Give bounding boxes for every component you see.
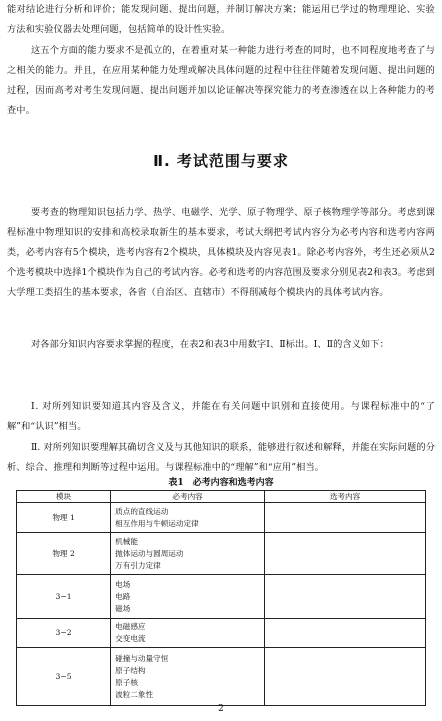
required-item: 电场 <box>115 579 131 589</box>
optional-cell <box>265 503 426 533</box>
table-header-row <box>17 491 426 503</box>
header-module: 模块 <box>17 491 111 503</box>
module-cell: 物理 1 <box>17 503 111 533</box>
header-required: 必考内容 <box>111 491 265 503</box>
module-cell: 3−1 <box>17 575 111 619</box>
required-item: 相互作用与牛顿运动定律 <box>115 518 199 528</box>
paragraph-ability-relations: 这五个方面的能力要求不是孤立的，在着重对某一种能力进行考查的同时，也不同程度地考查了与之相关的能力。并且，在应用某种能力处理或解决具体问题的过程中往往伴随着发现问题、提出问题的过程，因而高考对考生发现问题、提出问题并加以论证解决等探究能力的考查渗透在以上各种能力的考查中。 <box>7 45 435 116</box>
required-item: 波粒二象性 <box>115 689 154 699</box>
required-cell <box>111 503 265 533</box>
content-table <box>16 490 426 706</box>
section-heading: Ⅱ. 考试范围与要求 <box>153 152 289 170</box>
required-item: 电磁感应 <box>115 622 146 631</box>
required-item: 质点的直线运动 <box>115 506 169 516</box>
required-item: 抛体运动与圆周运动 <box>115 548 184 558</box>
table-row <box>17 575 426 619</box>
required-cell <box>111 533 265 575</box>
paragraph-level-one: Ⅰ. 对所列知识要知道其内容及含义，并能在有关问题中识别和直接使用。与课程标准中的“了解”和“认识”相当。 <box>7 401 435 432</box>
page-number: 2 <box>218 704 224 714</box>
required-item: 机械能 <box>115 536 138 546</box>
required-cell <box>111 619 265 648</box>
paragraph-level-two: Ⅱ. 对所列知识要理解其确切含义及与其他知识的联系，能够进行叙述和解释，并能在实际问题的分析、综合、推理和判断等过程中运用。与课程标准中的“理解”和“应用”相当。 <box>7 442 435 473</box>
required-item: 原子结构 <box>115 665 146 675</box>
module-cell: 3−5 <box>17 648 111 706</box>
paragraph-level-intro: 对各部分知识内容要求掌握的程度，在表2和表3中用数字Ⅰ、Ⅱ标出。Ⅰ、Ⅱ的含义如下： <box>31 339 389 350</box>
optional-cell <box>265 619 426 648</box>
table-caption: 表1 必考内容和选考内容 <box>168 478 274 488</box>
required-cell <box>111 575 265 619</box>
required-item: 原子核 <box>115 677 138 687</box>
required-item: 磁场 <box>115 603 131 613</box>
module-cell: 3−2 <box>17 619 111 648</box>
optional-cell <box>265 533 426 575</box>
module-cell: 物理 2 <box>17 533 111 575</box>
optional-cell <box>265 575 426 619</box>
header-optional: 选考内容 <box>265 491 426 503</box>
table-row <box>17 503 426 533</box>
paragraph-exam-scope: 要考查的物理知识包括力学、热学、电磁学、光学、原子物理学、原子核物理学等部分。考虑到课程标准中物理知识的安排和高校录取新生的基本要求，考试大纲把考试内容分为必考内容和选考内容两类，必考内容有5个模块，选考内容有2个模块，具体模块及内容见表1。除必考内容外，考生还必须从2个选考模块中选择1个模块作为自己的考试内容。必考和选考的内容范围及要求分别见表2和表3。考虑到大学理工类招生的基本要求，各省（自治区、直辖市）不得削减每个模块内的具体考试内容。 <box>7 207 435 298</box>
required-item: 电路 <box>115 591 131 601</box>
table-row <box>17 533 426 575</box>
paragraph-ability-conclusion: 能对结论进行分析和评价；能发现问题、提出问题，并制订解决方案；能运用已学过的物理理论、实验方法和实验仪器去处理问题，包括简单的设计性实验。 <box>7 4 435 35</box>
table-row <box>17 648 426 706</box>
required-cell <box>111 648 265 706</box>
optional-cell <box>265 648 426 706</box>
table-row <box>17 619 426 648</box>
required-item: 碰撞与动量守恒 <box>115 653 169 663</box>
required-item: 万有引力定律 <box>115 560 161 570</box>
required-item: 交变电流 <box>115 634 146 643</box>
